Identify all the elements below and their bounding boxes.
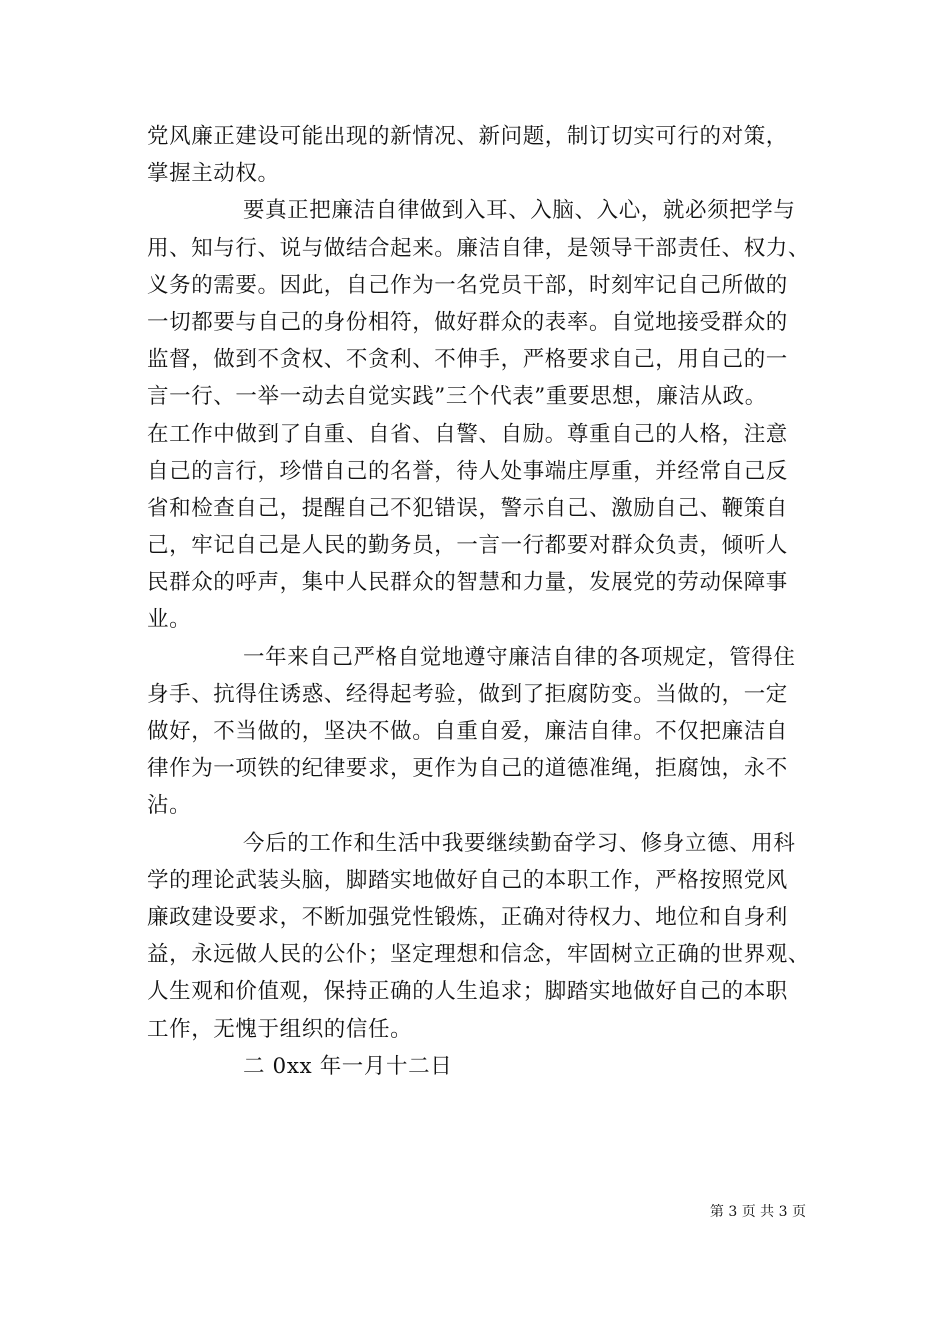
text-line: 身手、抗得住诱惑、经得起考验，做到了拒腐防变。当做的，一定 [147,681,788,707]
text-line: 掌握主动权。 [147,161,280,187]
body-text [147,118,827,1048]
text-line: 一切都要与自己的身份相符，做好群众的表率。自觉地接受群众的 [147,309,788,335]
text-line: 言一行、一举一动去自觉实践”三个代表”重要思想，廉洁从政。 [147,384,767,410]
text-line: 工作，无愧于组织的信任。 [147,1016,413,1042]
text-line: 省和检查自己，提醒自己不犯错误，警示自己、激励自己、鞭策自 [147,495,788,521]
text-line: 益，永远做人民的公仆；坚定理想和信念，牢固树立正确的世界观、 [147,942,811,968]
document-date: 二 0xx 年一月十二日 [243,1054,453,1079]
text-line: 己，牢记自己是人民的勤务员，一言一行都要对群众负责，倾听人 [147,533,788,559]
text-line: 律作为一项铁的纪律要求，更作为自己的道德准绳，拒腐蚀，永不 [147,756,788,782]
text-line: 在工作中做到了自重、自省、自警、自励。尊重自己的人格，注意 [147,421,788,447]
text-line: 今后的工作和生活中我要继续勤奋学习、修身立德、用科 [243,830,796,856]
text-line: 监督，做到不贪权、不贪利、不伸手，严格要求自己，用自己的一 [147,347,788,373]
text-line: 做好，不当做的，坚决不做。自重自爱，廉洁自律。不仅把廉洁自 [147,719,788,744]
page-number-footer: 第 3 页 共 3 页 [709,1204,806,1220]
text-line: 党风廉正建设可能出现的新情况、新问题，制订切实可行的对策， [147,124,788,149]
text-line: 人生观和价值观，保持正确的人生追求；脚踏实地做好自己的本职 [147,979,788,1005]
text-line: 要真正把廉洁自律做到入耳、入脑、入心，就必须把学与 [243,198,796,224]
text-line: 用、知与行、说与做结合起来。廉洁自律，是领导干部责任、权力、 [147,235,811,261]
text-line: 廉政建设要求，不断加强党性锻炼，正确对待权力、地位和自身利 [147,904,788,930]
text-line: 沾。 [147,793,192,819]
text-line: 业。 [147,607,192,633]
text-line: 民群众的呼声，集中人民群众的智慧和力量，发展党的劳动保障事 [147,570,788,596]
text-line: 学的理论武装头脑，脚踏实地做好自己的本职工作，严格按照党风 [147,867,788,893]
text-line: 自己的言行，珍惜自己的名誉，待人处事端庄厚重，并经常自己反 [147,458,788,484]
text-line: 义务的需要。因此，自己作为一名党员干部，时刻牢记自己所做的 [147,272,788,298]
text-line: 一年来自己严格自觉地遵守廉洁自律的各项规定，管得住 [243,644,796,670]
